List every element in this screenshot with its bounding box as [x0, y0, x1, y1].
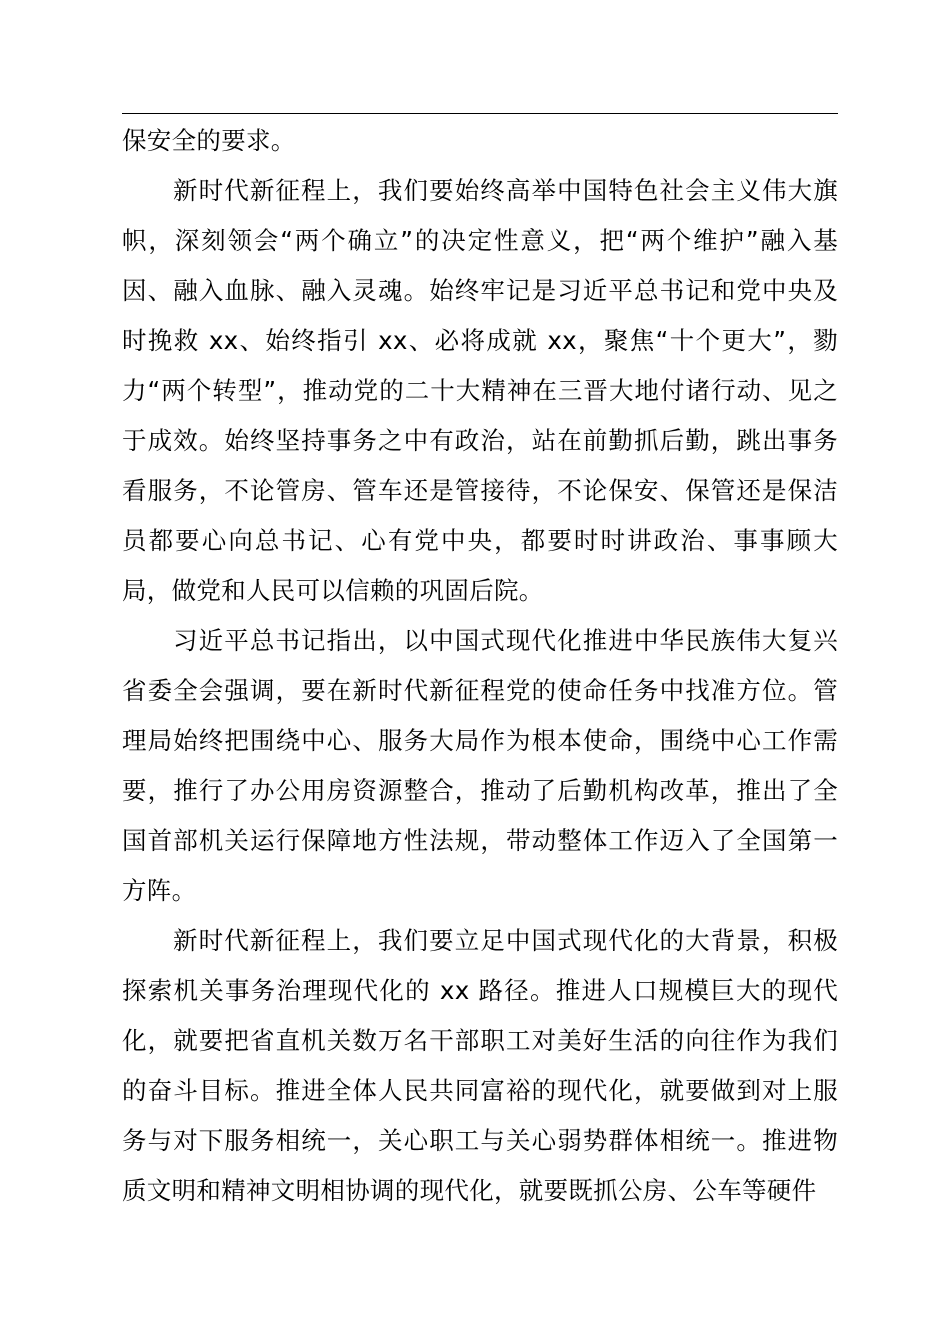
paragraph-2: 新时代新征程上，我们要始终高举中国特色社会主义伟大旗帜，深刻领会“两个确立”的决定性意义，把“两个维护”融入基因、融入血脉、融入灵魂。始终牢记是习近平总书记和党中央及时挽救 xx、始终指引 xx、必将成就 xx，聚焦“十个更大”，勠力“两个转型”，推动党的二十大精神在三晋大地付诸行动、见之于成效。始终坚持事务之中有政治，站在前勤抓后勤，跳出事务看服务，不论管房、管车还是管接待，不论保安、保管还是保洁员都要心向总书记、心有党中央，都要时时讲政治、事事顾大局，做党和人民可以信赖的巩固后院。 — [122, 176, 838, 605]
paragraph-1: 保安全的要求。 — [122, 126, 296, 155]
document-body — [122, 116, 838, 1216]
paragraph-3: 习近平总书记指出，以中国式现代化推进中华民族伟大复兴省委全会强调，要在新时代新征程党的使命任务中找准方位。管理局始终把围绕中心、服务大局作为根本使命，围绕中心工作需要，推行了办公用房资源整合，推动了后勤机构改革，推出了全国首部机关运行保障地方性法规，带动整体工作迈入了全国第一方阵。 — [122, 626, 838, 905]
paragraph-4: 新时代新征程上，我们要立足中国式现代化的大背景，积极探索机关事务治理现代化的 xx 路径。推进人口规模巨大的现代化，就要把省直机关数万名干部职工对美好生活的向往作为我们的奋斗目标。推进全体人民共同富裕的现代化，就要做到对上服务与对下服务相统一，关心职工与关心弱势群体相统一。推进物质文明和精神文明相协调的现代化，就要既抓公房、公车等硬件 — [122, 926, 838, 1205]
header-rule — [122, 113, 838, 114]
